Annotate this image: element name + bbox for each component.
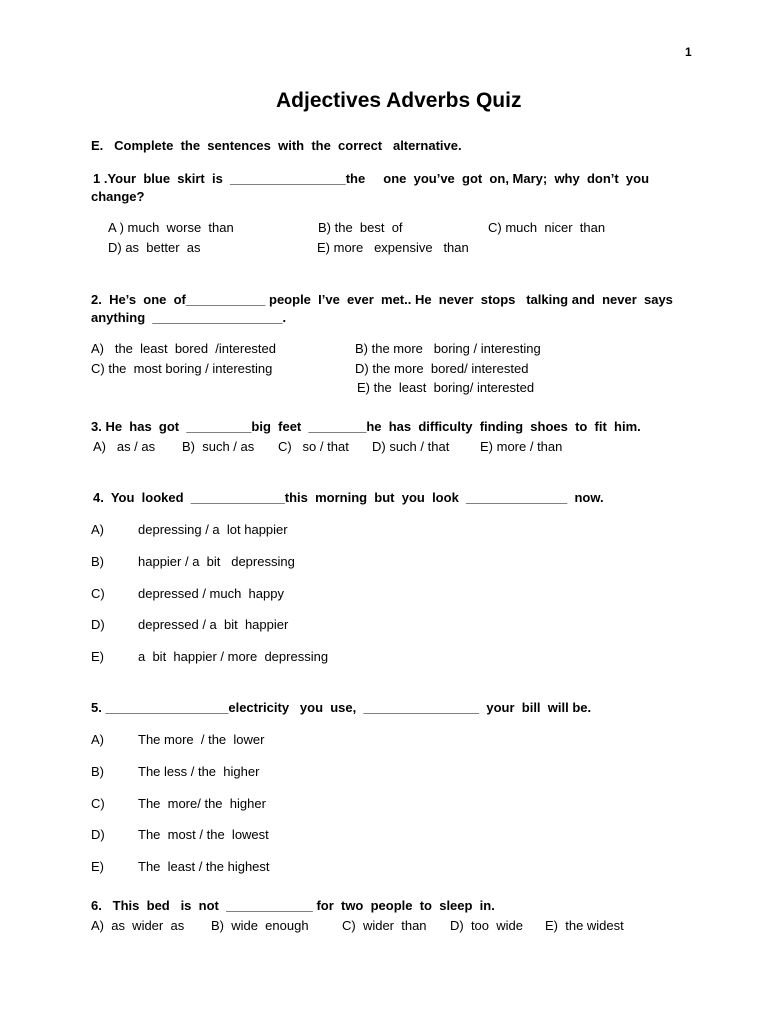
question-2-text-cont: anything __________________. xyxy=(91,310,287,325)
option-b: B) the more boring / interesting xyxy=(355,341,541,356)
option-e: E) more expensive than xyxy=(317,240,469,255)
option-text: depressed / a bit happier xyxy=(138,617,289,633)
option-a: A) as / as xyxy=(93,439,156,454)
option-a: A) the least bored /interested xyxy=(91,341,276,356)
option-letter: B) xyxy=(91,763,104,779)
option-b: B) the best of xyxy=(318,220,403,235)
instruction: E. Complete the sentences with the correct alternative. xyxy=(91,138,462,153)
option-letter: C) xyxy=(91,585,105,601)
option-d: D) as better as xyxy=(108,240,201,255)
option-text: The least / the highest xyxy=(138,859,270,875)
question-5-text: 5. _________________electricity you use, ________________ your bill will be. xyxy=(91,700,592,715)
question-1-text-cont: change? xyxy=(91,189,145,204)
option-a: A) as wider as xyxy=(91,918,185,933)
question-1-text: 1 .Your blue skirt is ________________the one you’ve got on, Mary; why don’t you xyxy=(93,171,650,186)
option-text: The more / the lower xyxy=(138,732,265,747)
option-text: The more/ the higher xyxy=(138,795,266,811)
option-d: D) the more bored/ interested xyxy=(355,361,529,376)
option-c: C) so / that xyxy=(278,439,349,454)
option-e: E) the widest xyxy=(545,918,624,933)
option-letter: E) xyxy=(91,649,104,665)
option-c: C) much nicer than xyxy=(488,220,606,235)
option-c: C) wider than xyxy=(342,918,427,933)
option-c: C) the most boring / interesting xyxy=(91,361,273,376)
option-e: E) more / than xyxy=(480,439,563,454)
option-letter: C) xyxy=(91,795,105,811)
question-4-text: 4. You looked _____________this morning but you look ______________ now. xyxy=(93,490,604,505)
option-letter: D) xyxy=(91,617,105,633)
option-b: B) wide enough xyxy=(211,918,309,933)
option-text: happier / a bit depressing xyxy=(138,553,295,569)
option-d: D) such / that xyxy=(372,439,450,454)
option-text: The most / the lowest xyxy=(138,827,269,843)
option-text: depressed / much happy xyxy=(138,585,284,601)
option-text: depressing / a lot happier xyxy=(138,522,288,537)
question-3-text: 3. He has got _________big feet ________he has difficulty finding shoes to fit him. xyxy=(91,419,641,434)
option-letter: B) xyxy=(91,553,104,569)
option-letter: A) xyxy=(91,522,104,537)
option-a: A ) much worse than xyxy=(108,220,234,235)
question-2-text: 2. He’s one of___________ people I’ve ever met.. He never stops talking and never says xyxy=(91,292,673,307)
option-text: a bit happier / more depressing xyxy=(138,649,329,665)
option-letter: E) xyxy=(91,859,104,875)
option-letter: D) xyxy=(91,827,105,843)
option-e: E) the least boring/ interested xyxy=(357,380,535,395)
question-6-text: 6. This bed is not ____________ for two people to sleep in. xyxy=(91,898,495,913)
page-number: 1 xyxy=(685,45,692,59)
option-letter: A) xyxy=(91,732,104,747)
option-text: The less / the higher xyxy=(138,763,260,779)
page-title: Adjectives Adverbs Quiz xyxy=(276,89,522,112)
option-b: B) such / as xyxy=(182,439,255,454)
option-d: D) too wide xyxy=(450,918,523,933)
